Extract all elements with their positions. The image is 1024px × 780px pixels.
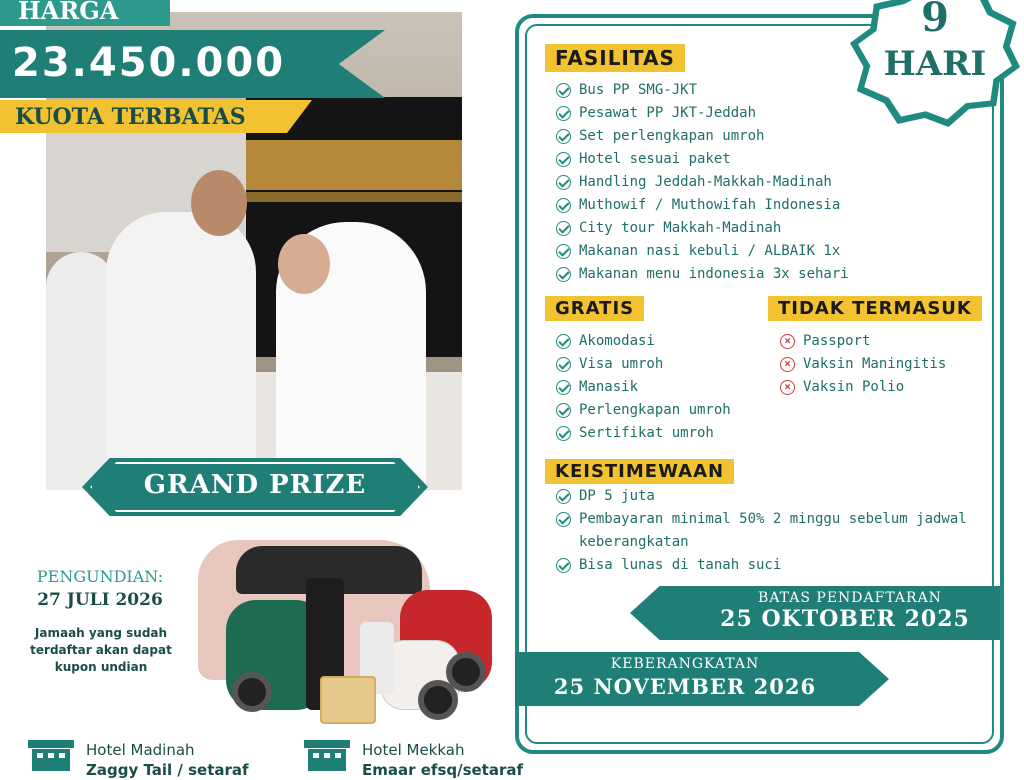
prize-gold-bar [320,676,376,724]
keistimewaan-list [556,485,976,577]
list-item: Makanan menu indonesia 3x sehari [556,263,849,286]
check-icon [556,244,571,259]
check-icon [556,106,571,121]
gratis-list [556,330,731,445]
check-icon [556,489,571,504]
departure-label: KEBERANGKATAN [610,656,760,672]
male-pilgrim [106,212,256,490]
hotel-mekkah-sub: Emaar efsq/setaraf [362,761,524,779]
quota-text: KUOTA TERBATAS [15,104,246,130]
hotel-madinah-name: Hotel Madinah [86,741,195,759]
duration-unit: HARI [883,44,987,84]
list-item: × Passport [780,330,946,353]
list-item: Visa umroh [556,353,731,376]
gratis-title: GRATIS [545,296,644,321]
check-icon [556,267,571,282]
departure-date: 25 NOVEMBER 2026 [553,674,817,699]
list-item: × Vaksin Polio [780,376,946,399]
check-icon [556,357,571,372]
duration-badge [850,0,1020,130]
hotel-icon [304,740,350,768]
fasilitas-list [556,79,849,286]
tidak-termasuk-title: TIDAK TERMASUK [768,296,982,321]
check-icon [556,512,571,527]
check-icon [556,380,571,395]
fasilitas-title: FASILITAS [545,44,685,72]
list-item: Bisa lunas di tanah suci [556,554,976,577]
list-item: Manasik [556,376,731,399]
hotel-icon [28,740,74,768]
list-item: Set perlengkapan umroh [556,125,849,148]
duration-number: 9 [921,0,949,41]
check-icon [556,334,571,349]
check-icon [556,426,571,441]
hotel-mekkah-name: Hotel Mekkah [362,741,465,759]
kaaba-gold-band [246,140,462,190]
keistimewaan-title: KEISTIMEWAAN [545,459,734,484]
hotel-madinah-sub: Zaggy Tail / setaraf [86,761,249,779]
registration-deadline-label: BATAS PENDAFTARAN [758,590,942,606]
x-icon: × [780,380,795,395]
list-item: Pesawat PP JKT-Jeddah [556,102,849,125]
wheel [232,672,272,712]
male-face [191,170,247,236]
kaaba-band-lower [246,192,462,202]
price-amount: 23.450.000 [12,40,286,86]
x-icon: × [780,357,795,372]
wheel [418,680,458,720]
tidak-termasuk-list [780,330,946,399]
check-icon [556,175,571,190]
check-icon [556,221,571,236]
x-icon: × [780,334,795,349]
list-item: Akomodasi [556,330,731,353]
registration-deadline-date: 25 OKTOBER 2025 [720,606,970,632]
check-icon [556,129,571,144]
list-item: Sertifikat umroh [556,422,731,445]
check-icon [556,152,571,167]
grand-prize-text: GRAND PRIZE [143,470,367,500]
list-item: Bus PP SMG-JKT [556,79,849,102]
list-item: Hotel sesuai paket [556,148,849,171]
hotel-mekkah [304,740,523,780]
price-label: HARGA [0,0,170,26]
list-item: Handling Jeddah-Makkah-Madinah [556,171,849,194]
list-item: Makanan nasi kebuli / ALBAIK 1x [556,240,849,263]
list-item: × Vaksin Maningitis [780,353,946,376]
list-item: DP 5 juta [556,485,976,508]
list-item: City tour Makkah-Madinah [556,217,849,240]
check-icon [556,403,571,418]
check-icon [556,558,571,573]
check-icon [556,83,571,98]
draw-title: PENGUNDIAN: [36,567,164,586]
list-item: Muthowif / Muthowifah Indonesia [556,194,849,217]
female-face [278,234,330,294]
draw-date: 27 JULI 2026 [37,590,163,610]
draw-note: Jamaah yang sudah terdaftar akan dapat kupon undian [30,626,172,674]
list-item: Pembayaran minimal 50% 2 minggu sebelum jadwal keberangkatan [556,508,976,554]
check-icon [556,198,571,213]
list-item: Perlengkapan umroh [556,399,731,422]
hotel-madinah [28,740,249,780]
